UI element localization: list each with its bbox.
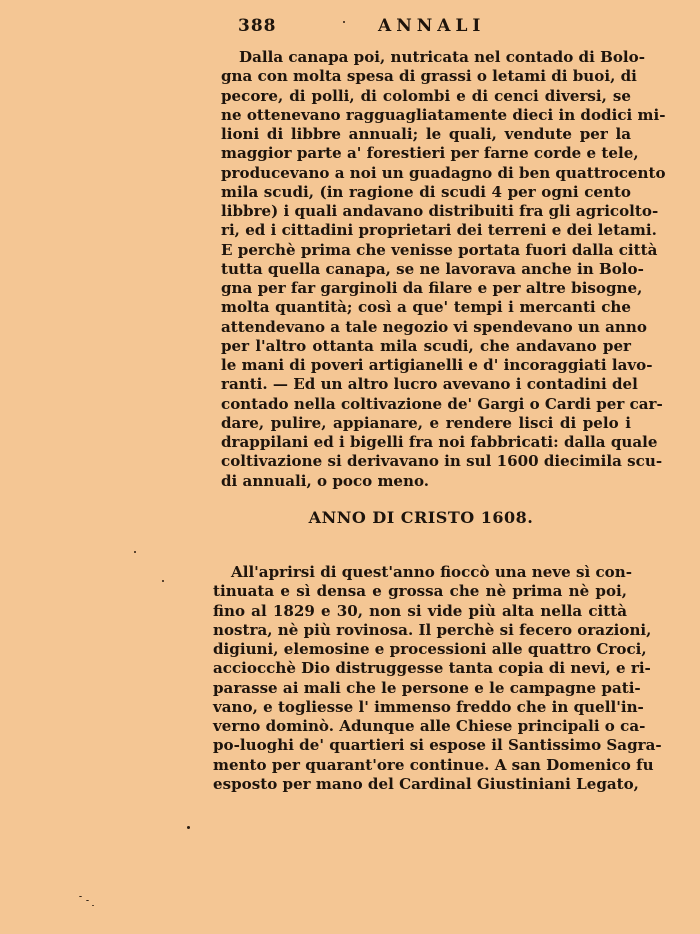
text-line: nostra, nè più rovinosa. Il perchè si fecero orazioni, (213, 620, 652, 639)
text-line: drappilani ed i bigelli fra noi fabbricati: dalla quale (221, 433, 658, 451)
text-line: ne ottenevano ragguagliatamente dieci in dodici mi- (221, 105, 666, 124)
paper-speck (92, 905, 94, 906)
text-line: ranti. — Ed un altro lucro avevano i contadini del (221, 375, 638, 394)
text-line: per l'altro ottanta mila scudi, che andavano per (221, 336, 631, 355)
paper-speck (162, 580, 164, 582)
text-line: tutta quella canapa, se ne lavorava anche in Bolo- (221, 259, 644, 278)
text-line: coltivazione si derivavano in sul 1600 diecimila scu- (221, 452, 663, 471)
text-line: dare, pulire, appianare, e rendere lisci di pelo i (221, 413, 631, 432)
text-line: pecore, di polli, di colombi e di cenci diversi, se (221, 86, 631, 105)
text-line: mila scudi, (in ragione di scudi 4 per ogni cento (221, 182, 631, 201)
text-line: producevano a noi un guadagno di ben quattrocento (221, 163, 666, 182)
text-line: All'aprirsi di quest'anno fioccò una neve sì con- (231, 563, 632, 581)
section-heading: ANNO DI CRISTO 1608. (308, 508, 534, 527)
text-line: fino al 1829 e 30, non si vide più alta nella città (213, 601, 627, 620)
text-line: di annuali, o poco meno. (221, 471, 430, 490)
text-line: libbre) i quali andavano distribuiti fra gli agricolto- (221, 202, 659, 220)
text-line: gna per far garginoli da filare e per altre bisogne, (221, 279, 643, 297)
paper-speck (79, 896, 82, 897)
text-line: vano, e togliesse l' immenso freddo che in quell'in- (213, 697, 644, 716)
text-line: contado nella coltivazione de' Gargi o Cardi per car- (221, 394, 663, 413)
running-head: ANNALI (378, 16, 486, 36)
text-line: ri, ed i cittadini proprietari dei terreni e dei letami. (221, 221, 657, 240)
paper-speck (187, 826, 190, 829)
text-line: parasse ai mali che le persone e le campagne pati- (213, 678, 641, 697)
text-line: mento per quarant'ore continue. A san Domenico fu (213, 755, 654, 774)
text-line: esposto per mano del Cardinal Giustiniani Legato, (213, 774, 639, 793)
text-line: gna con molta spesa di grassi o letami di buoi, di (221, 67, 637, 86)
text-line: le mani di poveri artigianelli e d' incoraggiati lavo- (221, 356, 653, 374)
paper-speck (134, 551, 136, 553)
paper-speck (86, 900, 89, 901)
text-line: verno dominò. Adunque alle Chiese principali o ca- (213, 717, 646, 735)
text-line: digiuni, elemosine e processioni alle quattro Croci, (213, 640, 647, 658)
text-line: Dalla canapa poi, nutricata nel contado di Bolo- (239, 48, 645, 66)
text-line: acciocchè Dio distruggesse tanta copia di nevi, e ri- (213, 659, 651, 678)
paragraph-neve (213, 563, 662, 794)
page-number: 388 (238, 16, 277, 36)
text-line: po-luoghi de' quartieri si espose il Santissimo Sagra- (213, 736, 662, 755)
text-line: attendevano a tale negozio vi spendevano un anno (221, 317, 647, 336)
paragraph-canapa (221, 48, 666, 491)
text-line: lioni di libbre annuali; le quali, vendute per la (221, 125, 631, 143)
text-line: E perchè prima che venisse portata fuori dalla città (221, 240, 658, 259)
paper-speck (343, 21, 345, 23)
text-line: molta quantità; così a que' tempi i mercanti che (221, 298, 631, 317)
text-line: tinuata e sì densa e grossa che nè prima nè poi, (213, 582, 627, 601)
text-line: maggior parte a' forestieri per farne corde e tele, (221, 144, 639, 163)
